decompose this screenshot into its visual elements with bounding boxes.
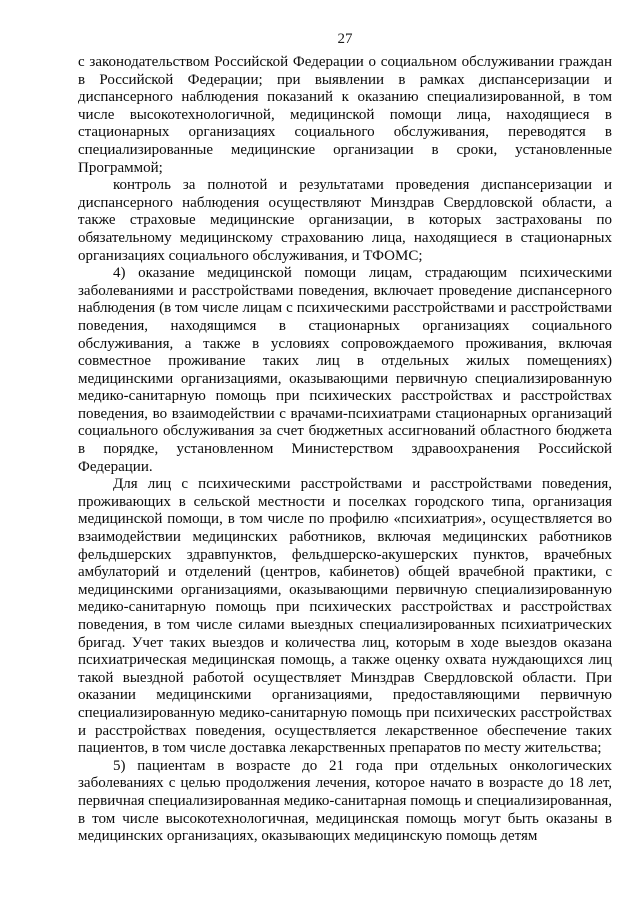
paragraph-item-4: 4) оказание медицинской помощи лицам, страдающим психическими заболеваниями и расстройствами поведения, включает проведение диспансерного наблюдения (в том числе лицам с психическими расстройствами и расстройствами поведения, находящимся в стационарных организациях социального обслуживания, а также в условиях сопровождаемого проживания, включая совместное проживание таких лиц в отдельных жилых помещениях) медицинскими организациями, оказывающими первичную специализированную медико-санитарную помощь при психических расстройствах и расстройствах поведения, во взаимодействии с врачами-психиатрами стационарных организаций социального обслуживания за счет бюджетных ассигнований областного бюджета в порядке, установленном Министерством здравоохранения Российской Федерации. xyxy=(78,265,612,475)
paragraph-continuation: с законодательством Российской Федерации о социальном обслуживании граждан в Российской Федерации; при выявлении в рамках диспансеризации и диспансерного наблюдения показаний к оказанию специализированной, в том числе высокотехнологичной, медицинской помощи лица, находящиеся в стационарных организациях социального обслуживания, переводятся в специализированные медицинские организации в сроки, установленные Программой; xyxy=(78,54,612,176)
paragraph-item-5: 5) пациентам в возрасте до 21 года при отдельных онкологических заболеваниях с целью продолжения лечения, которое начато в возрасте до 18 лет, первичная специализированная медико-санитарная помощь и специализированная, в том числе высокотехнологичная, медицинская помощь могут быть оказаны в медицинских организациях, оказывающих медицинскую помощь детям xyxy=(78,757,612,845)
document-body xyxy=(78,54,612,846)
page-number: 27 xyxy=(337,31,353,47)
paragraph-control-clause: контроль за полнотой и результатами проведения диспансеризации и диспансерного наблюдения осуществляют Минздрав Свердловской области, а также страховые медицинские организации, в которых застрахованы по обязательному медицинскому страхованию лица, находящиеся в стационарных организациях социального обслуживания, и ТФОМС; xyxy=(78,177,612,264)
paragraph-rural-psychiatry: Для лиц с психическими расстройствами и расстройствами поведения, проживающих в сельской местности и поселках городского типа, организация медицинской помощи, в том числе по профилю «психиатрия», осуществляется во взаимодействии медицинских работников, включая медицинских работников фельдшерских здравпунктов, фельдшерско-акушерских пунктов, врачебных амбулаторий и отделений (центров, кабинетов) общей врачебной практики, с медицинскими организациями, оказывающими первичную специализированную медико-санитарную помощь при психических расстройствах и расстройствах поведения, в том числе силами выездных специализированных психиатрических бригад. Учет таких выездов и количества лиц, которым в ходе выездов оказана психиатрическая медицинская помощь, а также оценку охвата нуждающихся лиц такой выездной работой осуществляет Минздрав Свердловской области. При оказании медицинскими организациями, предоставляющими первичную специализированную медико-санитарную помощь при психических расстройствах и расстройствах поведения, осуществляется лекарственное обеспечение таких пациентов, в том числе доставка лекарственных препаратов по месту жительства; xyxy=(78,476,612,757)
